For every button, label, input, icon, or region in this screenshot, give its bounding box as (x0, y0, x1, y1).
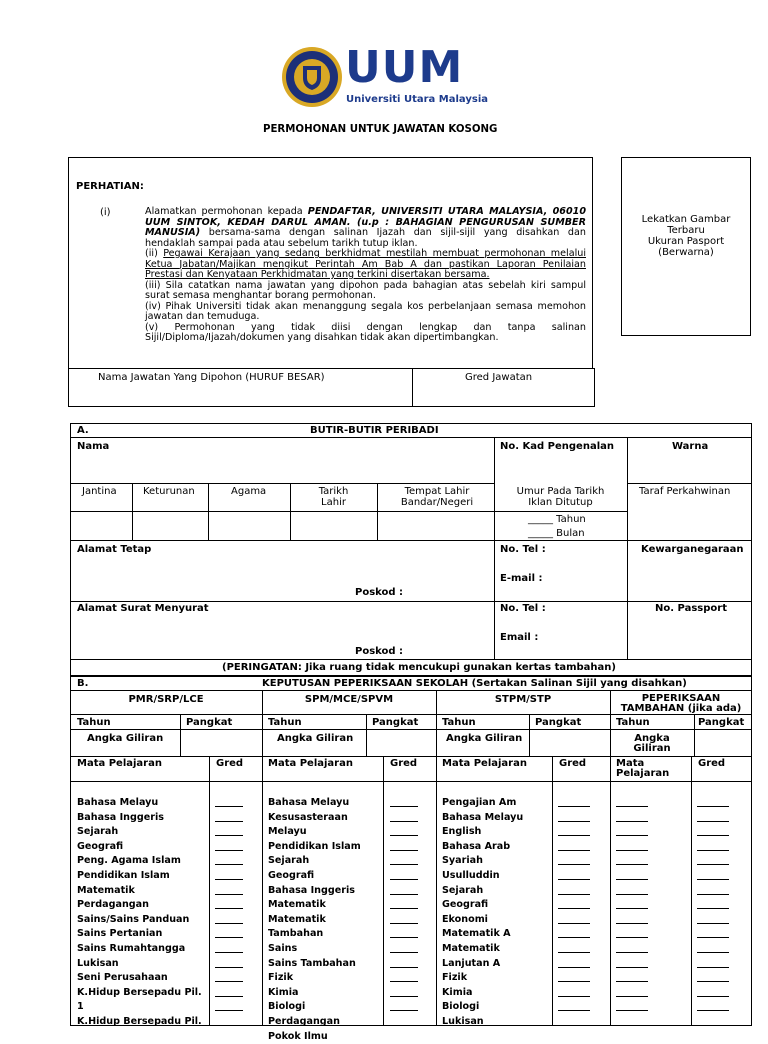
warning-note: (PERINGATAN: Jika ruang tidak mencukupi gunakan kertas tambahan) (222, 662, 616, 673)
notice-item5: (v) Permohonan yang tidak diisi dengan lengkap dan tanpa salinan Sijil/Diploma/Ijazah/dokumen yang disahkan tidak akan dipertimbangkan. (145, 322, 586, 344)
subject-item: Fizik (268, 971, 361, 986)
grade-blank[interactable] (697, 923, 729, 924)
job-title-field[interactable]: Nama Jawatan Yang Dipohon (HURUF BESAR) (98, 372, 325, 383)
divider (262, 690, 263, 1026)
grade-blank[interactable] (616, 1010, 648, 1011)
subject-item: Biologi (442, 1000, 523, 1015)
ic-field[interactable]: No. Kad Pengenalan (500, 441, 614, 452)
subject-item: Sejarah (77, 825, 202, 840)
subject-item: Bahasa Melayu (77, 796, 202, 811)
stpm-gred: Gred (559, 758, 586, 769)
grade-blank[interactable] (616, 894, 648, 895)
email-1[interactable]: E-mail : (500, 573, 543, 584)
tempat-lahir-label-2: Bandar/Negeri (380, 497, 494, 508)
notice-item4: (iv) Pihak Universiti tidak akan menanggung segala kos perbelanjaan semasa memohon jawatan dan temuduga. (145, 301, 586, 323)
grade-blank[interactable] (697, 967, 729, 968)
grade-blank[interactable] (616, 996, 648, 997)
umur-label-1: Umur Pada Tarikh (494, 486, 627, 497)
grade-blank[interactable] (390, 1010, 418, 1011)
notice-text (145, 207, 586, 344)
grade-blank[interactable] (215, 952, 243, 953)
grade-blank[interactable] (558, 908, 590, 909)
grade-blank[interactable] (697, 850, 729, 851)
subject-item: Sains Pertanian (77, 927, 202, 942)
spm-angka[interactable]: Angka Giliran (277, 733, 353, 744)
tarikh-lahir-label-1: Tarikh (290, 486, 377, 497)
subject-item: Lukisan (442, 1015, 523, 1030)
subject-item: Melayu (268, 825, 361, 840)
extra-tahun[interactable]: Tahun (616, 717, 650, 728)
grade-blank[interactable] (558, 894, 590, 895)
page-title: PERMOHONAN UNTUK JAWATAN KOSONG (263, 124, 497, 135)
col-tambahan-2: TAMBAHAN (jika ada) (610, 703, 752, 714)
section-b-title: KEPUTUSAN PEPERIKSAAN SEKOLAH (Sertakan Salinan Sijil yang disahkan) (262, 678, 687, 689)
subject-item: Pendidikan Islam (77, 869, 202, 884)
grade-blank[interactable] (558, 967, 590, 968)
passport-field[interactable]: No. Passport (655, 603, 727, 614)
divider (529, 714, 530, 756)
notice-item1-marker: (i) (100, 207, 111, 218)
rule (70, 729, 752, 730)
grade-blank[interactable] (616, 908, 648, 909)
rule (70, 781, 752, 782)
grade-blank[interactable] (390, 806, 418, 807)
grade-blank[interactable] (558, 1010, 590, 1011)
grade-blank[interactable] (616, 879, 648, 880)
grade-blank[interactable] (558, 952, 590, 953)
warna-field[interactable]: Warna (672, 441, 708, 452)
notice-item2-a: (ii) (145, 248, 163, 259)
grade-blank[interactable] (616, 923, 648, 924)
grade-blank[interactable] (215, 894, 243, 895)
grade-blank[interactable] (215, 879, 243, 880)
taraf-label: Taraf Perkahwinan (639, 486, 730, 497)
grade-blank[interactable] (390, 967, 418, 968)
section-a-letter: A. (77, 425, 89, 436)
grade-blank[interactable] (390, 952, 418, 953)
pmr-angka[interactable]: Angka Giliran (87, 733, 163, 744)
grade-blank[interactable] (215, 981, 243, 982)
grade-blank[interactable] (616, 835, 648, 836)
divider (180, 714, 181, 756)
rule (70, 540, 752, 541)
grade-blank[interactable] (390, 996, 418, 997)
grade-blank[interactable] (697, 952, 729, 953)
col-stpm: STPM/STP (436, 694, 610, 705)
rule (70, 714, 752, 715)
subject-item: Perdagangan (268, 1015, 361, 1030)
subject-item: Lukisan (77, 957, 202, 972)
subject-item: Bahasa Inggeris (77, 811, 202, 826)
extra-mata-1: Mata (616, 758, 644, 769)
umur-tahun[interactable]: _____ Tahun (528, 514, 586, 525)
grade-blank[interactable] (697, 996, 729, 997)
subject-item: Kimia (268, 986, 361, 1001)
grade-blank[interactable] (616, 806, 648, 807)
extra-gred: Gred (698, 758, 725, 769)
grade-blank[interactable] (390, 864, 418, 865)
subject-item: English (442, 825, 523, 840)
rule (494, 511, 628, 512)
rule (70, 601, 752, 602)
subject-item: Syariah (442, 854, 523, 869)
stpm-subject-list (442, 796, 523, 1030)
rule (70, 659, 752, 660)
grade-blank[interactable] (697, 864, 729, 865)
logo-wordmark: UUM (345, 42, 463, 94)
stpm-angka[interactable]: Angka Giliran (446, 733, 522, 744)
divider (209, 756, 210, 1026)
rule (70, 483, 495, 484)
notice-item1-b: PENDAFTAR, UNIVERSITI UTARA MALAYSIA, 06010 UUM SINTOK, KEDAH DARUL AMAN. (u.p : BAHAGIAN PENGURUSAN SUMBER MANUSIA) (145, 206, 586, 238)
grade-blank[interactable] (390, 879, 418, 880)
subject-item: Sejarah (268, 854, 361, 869)
stpm-pangkat[interactable]: Pangkat (535, 717, 581, 728)
grade-blank[interactable] (616, 952, 648, 953)
grade-blank[interactable] (558, 879, 590, 880)
rule (70, 511, 495, 512)
subject-item: Bahasa Melayu (442, 811, 523, 826)
photo-line4: (Berwarna) (621, 247, 751, 258)
keturunan-label: Keturunan (143, 486, 195, 497)
grade-blank[interactable] (697, 835, 729, 836)
pmr-tahun[interactable]: Tahun (77, 717, 111, 728)
umur-bulan[interactable]: _____ Bulan (528, 528, 585, 539)
divider (412, 368, 413, 407)
pmr-subject-list (77, 796, 202, 1030)
divider (494, 437, 495, 601)
job-grade-field[interactable]: Gred Jawatan (465, 372, 532, 383)
subject-item: K.Hidup Bersepadu Pil. (77, 1015, 202, 1030)
grade-blank[interactable] (558, 981, 590, 982)
university-seal (281, 46, 343, 108)
grade-blank[interactable] (390, 908, 418, 909)
photo-line2: Terbaru (621, 225, 751, 236)
nama-field[interactable]: Nama (77, 441, 109, 452)
photo-line3: Ukuran Pasport (621, 236, 751, 247)
grade-blank[interactable] (558, 996, 590, 997)
subject-item: 1 (77, 1000, 202, 1015)
tel-1[interactable]: No. Tel : (500, 544, 546, 555)
spm-mata: Mata Pelajaran (268, 758, 353, 769)
grade-blank[interactable] (697, 908, 729, 909)
logo-subtitle: Universiti Utara Malaysia (346, 94, 488, 105)
divider (552, 756, 553, 1026)
spm-gred: Gred (390, 758, 417, 769)
divider (694, 714, 695, 756)
grade-blank[interactable] (558, 835, 590, 836)
subject-item: Kimia (442, 986, 523, 1001)
subject-item: Pokok Ilmu (268, 1030, 361, 1044)
grade-blank[interactable] (558, 821, 590, 822)
col-tambahan-1: PEPERIKSAAN (610, 693, 752, 704)
spm-tahun[interactable]: Tahun (268, 717, 302, 728)
grade-blank[interactable] (215, 1010, 243, 1011)
pmr-pangkat[interactable]: Pangkat (186, 717, 232, 728)
grade-blank[interactable] (215, 850, 243, 851)
subject-item: Peng. Agama Islam (77, 854, 202, 869)
notice-item3: (iii) Sila catatkan nama jawatan yang dipohon pada bahagian atas sebelah kiri sampul surat semasa menghantar borang permohonan. (145, 280, 586, 302)
agama-label: Agama (231, 486, 266, 497)
grade-blank[interactable] (390, 937, 418, 938)
subject-item: Lanjutan A (442, 957, 523, 972)
spm-subject-list (268, 796, 361, 1044)
subject-item: Matematik (268, 898, 361, 913)
section-a-title: BUTIR-BUTIR PERIBADI (310, 425, 439, 436)
subject-item: Biologi (268, 1000, 361, 1015)
grade-blank[interactable] (215, 996, 243, 997)
col-pmr: PMR/SRP/LCE (70, 694, 262, 705)
grade-blank[interactable] (697, 806, 729, 807)
divider (494, 601, 495, 659)
grade-blank[interactable] (215, 821, 243, 822)
subject-item: Sains (268, 942, 361, 957)
photo-line1: Lekatkan Gambar (621, 214, 751, 225)
pmr-mata: Mata Pelajaran (77, 758, 162, 769)
subject-item: Fizik (442, 971, 523, 986)
divider (691, 756, 692, 1026)
grade-blank[interactable] (215, 937, 243, 938)
grade-blank[interactable] (616, 981, 648, 982)
grade-blank[interactable] (558, 864, 590, 865)
grade-blank[interactable] (215, 967, 243, 968)
subject-item: Sains Rumahtangga (77, 942, 202, 957)
grade-blank[interactable] (697, 894, 729, 895)
grade-blank[interactable] (558, 937, 590, 938)
subject-item: Geografi (77, 840, 202, 855)
poskod-2[interactable]: Poskod : (355, 646, 403, 657)
subject-item: Matematik A (442, 927, 523, 942)
subject-item: Geografi (268, 869, 361, 884)
extra-angka-1[interactable]: Angka (610, 733, 694, 744)
subject-item: Tambahan (268, 927, 361, 942)
subject-item: Bahasa Arab (442, 840, 523, 855)
grade-blank[interactable] (215, 864, 243, 865)
subject-item: Matematik (77, 884, 202, 899)
rule (70, 690, 752, 691)
grade-blank[interactable] (390, 923, 418, 924)
subject-item: Sains/Sains Panduan (77, 913, 202, 928)
col-spm: SPM/MCE/SPVM (262, 694, 436, 705)
pmr-gred: Gred (216, 758, 243, 769)
extra-pangkat[interactable]: Pangkat (698, 717, 744, 728)
divider (436, 690, 437, 1026)
poskod-1[interactable]: Poskod : (355, 587, 403, 598)
subject-item: Perdagangan (77, 898, 202, 913)
grade-blank[interactable] (558, 850, 590, 851)
subject-item: Bahasa Inggeris (268, 884, 361, 899)
extra-mata-2: Pelajaran (616, 768, 669, 779)
grade-blank[interactable] (558, 923, 590, 924)
subject-item: Matematik (442, 942, 523, 957)
subject-item: Pendidikan Islam (268, 840, 361, 855)
grade-blank[interactable] (697, 821, 729, 822)
rule (70, 437, 752, 438)
extra-angka-2[interactable]: Giliran (610, 743, 694, 754)
tarikh-lahir-label-2: Lahir (290, 497, 377, 508)
grade-blank[interactable] (215, 908, 243, 909)
divider (366, 714, 367, 756)
divider (383, 756, 384, 1026)
grade-blank[interactable] (215, 806, 243, 807)
grade-blank[interactable] (697, 879, 729, 880)
subject-item: Kesusasteraan (268, 811, 361, 826)
spm-pangkat[interactable]: Pangkat (372, 717, 418, 728)
grade-blank[interactable] (390, 821, 418, 822)
grade-blank[interactable] (616, 937, 648, 938)
grade-blank[interactable] (558, 806, 590, 807)
grade-blank[interactable] (616, 850, 648, 851)
email-2[interactable]: Email : (500, 632, 538, 643)
subject-item: K.Hidup Bersepadu Pil. (77, 986, 202, 1001)
notice-heading: PERHATIAN: (76, 181, 144, 192)
subject-item: Sains Tambahan (268, 957, 361, 972)
grade-blank[interactable] (697, 937, 729, 938)
grade-blank[interactable] (390, 850, 418, 851)
tel-2[interactable]: No. Tel : (500, 603, 546, 614)
section-b-letter: B. (77, 678, 88, 689)
stpm-mata: Mata Pelajaran (442, 758, 527, 769)
divider (627, 437, 628, 601)
umur-label-2: Iklan Ditutup (494, 497, 627, 508)
stpm-tahun[interactable]: Tahun (442, 717, 476, 728)
notice-item2-b: Pegawai Kerajaan yang sedang berkhidmat mestilah membuat permohonan melalui Ketua Jabatan/Majikan mengikut Perintah Am Bab A dan pastikan Laporan Penilaian Prestasi dan Kenyataan Perkhidmatan yang terkini disertakan bersama. (145, 248, 586, 280)
grade-blank[interactable] (215, 835, 243, 836)
subject-item: Geografi (442, 898, 523, 913)
grade-blank[interactable] (616, 967, 648, 968)
subject-item: Ekonomi (442, 913, 523, 928)
subject-item: Bahasa Melayu (268, 796, 361, 811)
rule (627, 483, 752, 484)
grade-blank[interactable] (390, 835, 418, 836)
subject-item: Matematik (268, 913, 361, 928)
alamat-tetap-field[interactable]: Alamat Tetap (77, 544, 151, 555)
grade-blank[interactable] (390, 894, 418, 895)
subject-item: Sejarah (442, 884, 523, 899)
notice-item1-c: bersama-sama dengan salinan Ijazah dan sijil-sijil yang disahkan dan hendaklah sampai pada atau sebelum tarikh tutup iklan. (145, 227, 586, 249)
kewarganegaraan-field[interactable]: Kewarganegaraan (641, 544, 744, 555)
subject-item: Usulluddin (442, 869, 523, 884)
tempat-lahir-label-1: Tempat Lahir (380, 486, 494, 497)
grade-blank[interactable] (390, 981, 418, 982)
subject-item: Pengajian Am (442, 796, 523, 811)
subject-item: Seni Perusahaan (77, 971, 202, 986)
grade-blank[interactable] (616, 864, 648, 865)
rule (70, 756, 752, 757)
grade-blank[interactable] (616, 821, 648, 822)
grade-blank[interactable] (215, 923, 243, 924)
divider (627, 601, 628, 659)
grade-blank[interactable] (697, 1010, 729, 1011)
jantina-label: Jantina (82, 486, 117, 497)
alamat-surat-field[interactable]: Alamat Surat Menyurat (77, 603, 209, 614)
notice-item1-a: Alamatkan permohonan kepada (145, 206, 308, 217)
grade-blank[interactable] (697, 981, 729, 982)
